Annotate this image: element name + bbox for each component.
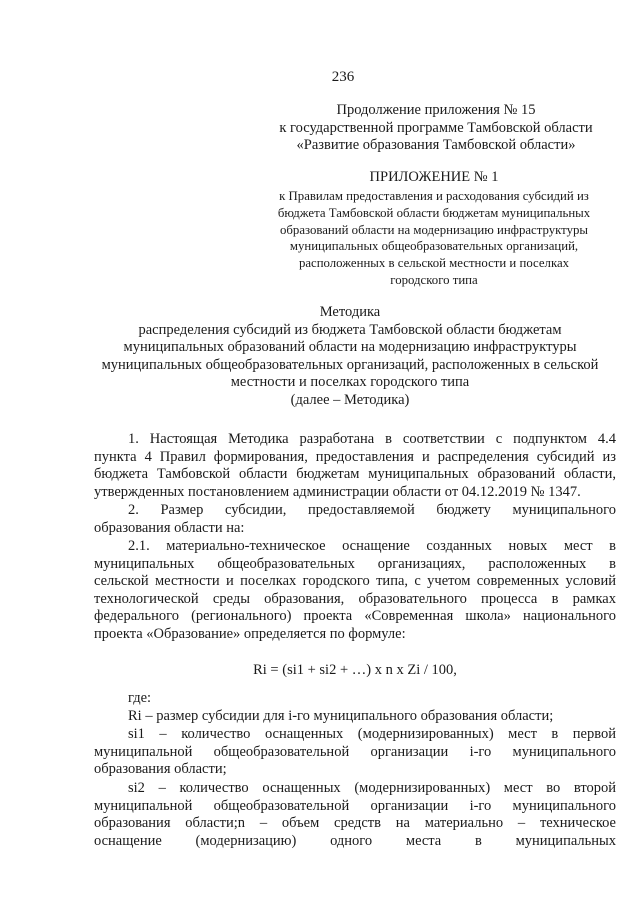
si1-definition	[94, 726, 616, 779]
paragraph-line: 2.1. материально-техническое оснащение созданных новых мест в	[128, 538, 616, 554]
appendix-line: образований области на модернизацию инфраструктуры	[280, 222, 588, 237]
appendix-line: городского типа	[390, 272, 478, 287]
paragraph-line: федерального (регионального) проекта «Современная школа» национального	[94, 608, 616, 624]
paragraph-2	[94, 502, 616, 537]
appendix-subtitle	[256, 188, 612, 289]
formula: Ri = (si1 + si2 + …) x n x Zi / 100,	[253, 662, 457, 678]
header-line: «Развитие образования Тамбовской области»	[296, 137, 576, 153]
definitions	[94, 690, 616, 725]
paragraph-line: муниципальной общеобразовательной организации i-го муниципального	[94, 797, 616, 814]
paragraph-line: бюджета Тамбовской области бюджетам муниципальных образований области,	[94, 466, 616, 482]
paragraph-line: технологической среды образования, образовательного процесса в рамках	[94, 590, 616, 607]
page-number: 236	[331, 69, 355, 85]
paragraph-line: пункта 4 Правил формирования, предоставления и распределения субсидий из	[94, 448, 616, 465]
methodology-line: местности и поселках городского типа	[230, 374, 470, 391]
methodology-line: (далее – Методика)	[290, 391, 410, 408]
appendix-line: к Правилам предоставления и расходования субсидий из	[279, 189, 589, 203]
paragraph-line: образования области;	[94, 761, 227, 777]
continuation-header	[250, 102, 622, 155]
paragraph-line: образования области;n – объем средств на материально – техническое	[94, 815, 616, 831]
paragraph-line: утвержденных постановлением администрации области от 04.12.2019 № 1347.	[94, 483, 581, 500]
appendix-title: ПРИЛОЖЕНИЕ № 1	[369, 169, 499, 185]
methodology-line: муниципальных образований области на модернизацию инфраструктуры	[123, 339, 577, 356]
paragraph-line: муниципальной общеобразовательной организации i-го муниципального	[94, 743, 616, 760]
methodology-line: муниципальных общеобразовательных организаций, расположенных в сельской	[101, 356, 599, 373]
appendix-line: бюджета Тамбовской области бюджетам муниципальных	[277, 205, 591, 220]
paragraph-line: проекта «Образование» определяется по формуле:	[94, 625, 406, 642]
methodology-line: распределения субсидий из бюджета Тамбовской области бюджетам	[138, 321, 562, 338]
paragraph-line: сельской местности и поселках городского типа, с учетом современных условий	[94, 573, 616, 589]
paragraph-line: муниципальных общеобразовательных организациях, расположенных в	[94, 555, 616, 572]
ri-definition: Ri – размер субсидии для i-го муниципального образования области;	[128, 707, 554, 724]
appendix-line: муниципальных общеобразовательных организаций,	[289, 239, 579, 254]
paragraph-line: 2. Размер субсидии, предоставляемой бюджету муниципального	[128, 502, 616, 518]
appendix-header	[256, 168, 612, 289]
header-line: Продолжение приложения № 15	[336, 102, 536, 118]
paragraph-line: 1. Настоящая Методика разработана в соответствии с подпунктом 4.4	[128, 431, 616, 447]
si2-definition	[94, 780, 616, 850]
header-line: к государственной программе Тамбовской области	[279, 119, 593, 136]
methodology-title-block	[70, 304, 630, 410]
where-label: где:	[128, 690, 152, 706]
paragraph-1	[94, 431, 616, 501]
paragraph-line: оснащение (модернизацию) одного места в муниципальных	[94, 832, 616, 849]
paragraph-2-1	[94, 538, 616, 643]
paragraph-line: si1 – количество оснащенных (модернизированных) мест в первой	[128, 726, 616, 742]
appendix-line: расположенных в сельской местности и поселках	[298, 256, 570, 271]
methodology-title: Методика	[319, 304, 381, 320]
paragraph-line: образования области на:	[94, 519, 245, 536]
paragraph-line: si2 – количество оснащенных (модернизированных) мест во второй	[128, 780, 616, 796]
